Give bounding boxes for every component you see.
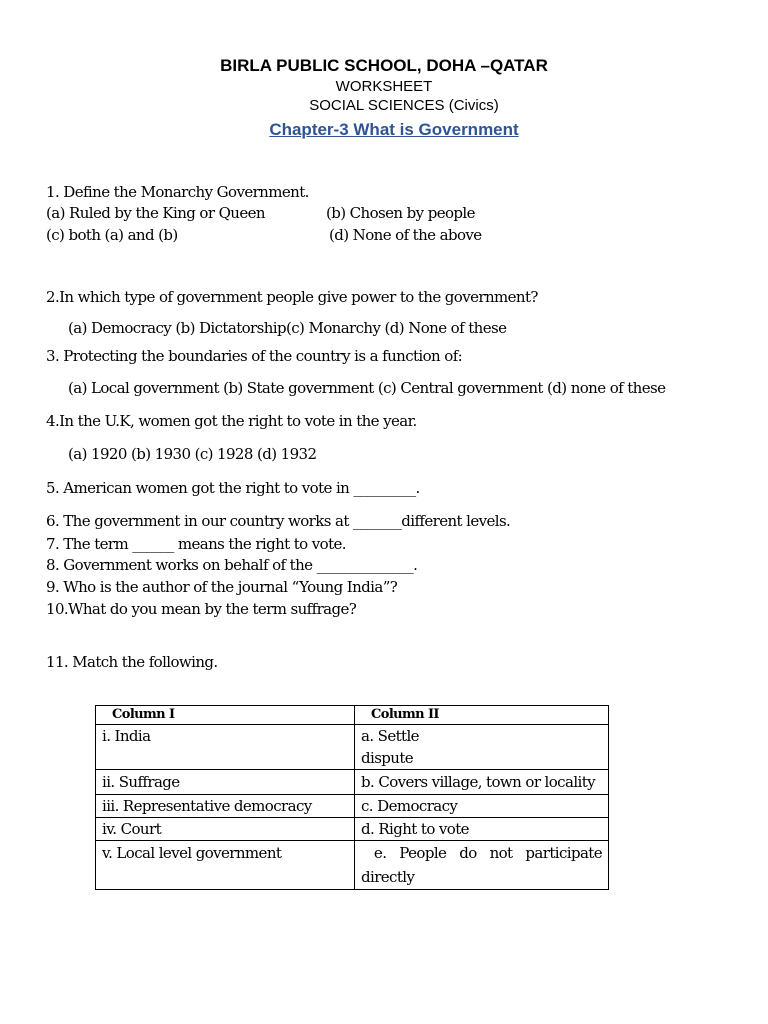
- table-cell: ii. Suffrage: [96, 770, 355, 795]
- column-header: Column I: [96, 706, 355, 725]
- q2-options: (a) Democracy (b) Dictatorship(c) Monarchy (d) None of these: [68, 319, 507, 337]
- q6: 6. The government in our country works at _______different levels.: [46, 512, 511, 530]
- q10: 10.What do you mean by the term suffrage?: [46, 600, 357, 618]
- table-row: [96, 795, 609, 818]
- q8: 8. Government works on behalf of the ______________.: [46, 556, 418, 574]
- q11: 11. Match the following.: [46, 653, 218, 671]
- table-row: [96, 770, 609, 795]
- table-cell: i. India: [96, 725, 355, 770]
- q1-option-d: (d) None of the above: [329, 226, 482, 244]
- column-header: Column II: [355, 706, 609, 725]
- table-cell: iii. Representative democracy: [96, 795, 355, 818]
- subject-title: SOCIAL SCIENCES (Civics): [309, 97, 499, 114]
- table-cell: e. People do not participate directly: [355, 841, 609, 890]
- q3-question: 3. Protecting the boundaries of the country is a function of:: [46, 347, 463, 365]
- match-table: [95, 705, 609, 890]
- q5: 5. American women got the right to vote in _________.: [46, 479, 420, 497]
- table-row: [96, 841, 609, 890]
- table-cell: d. Right to vote: [355, 818, 609, 841]
- q4-question: 4.In the U.K, women got the right to vote in the year.: [46, 412, 417, 430]
- chapter-title: Chapter-3 What is Government: [269, 120, 519, 139]
- table-header-row: [96, 706, 609, 725]
- q1-option-a: (a) Ruled by the King or Queen: [46, 204, 265, 222]
- q1-option-b: (b) Chosen by people: [326, 204, 475, 222]
- table-cell: a. Settle dispute: [355, 725, 609, 770]
- school-name: BIRLA PUBLIC SCHOOL, DOHA –QATAR: [220, 56, 548, 75]
- q4-options: (a) 1920 (b) 1930 (c) 1928 (d) 1932: [68, 445, 317, 463]
- table-cell: iv. Court: [96, 818, 355, 841]
- q1-question: 1. Define the Monarchy Government.: [46, 183, 309, 201]
- q2-question: 2.In which type of government people give power to the government?: [46, 288, 538, 306]
- table-cell: c. Democracy: [355, 795, 609, 818]
- table-row: [96, 725, 609, 770]
- table-row: [96, 818, 609, 841]
- q3-options: (a) Local government (b) State government (c) Central government (d) none of these: [68, 379, 666, 397]
- worksheet-label: WORKSHEET: [335, 78, 433, 95]
- q7: 7. The term ______ means the right to vote.: [46, 535, 346, 553]
- q1-option-c: (c) both (a) and (b): [46, 226, 178, 244]
- table-cell: v. Local level government: [96, 841, 355, 890]
- q9: 9. Who is the author of the journal “Young India”?: [46, 578, 398, 596]
- table-cell: b. Covers village, town or locality: [355, 770, 609, 795]
